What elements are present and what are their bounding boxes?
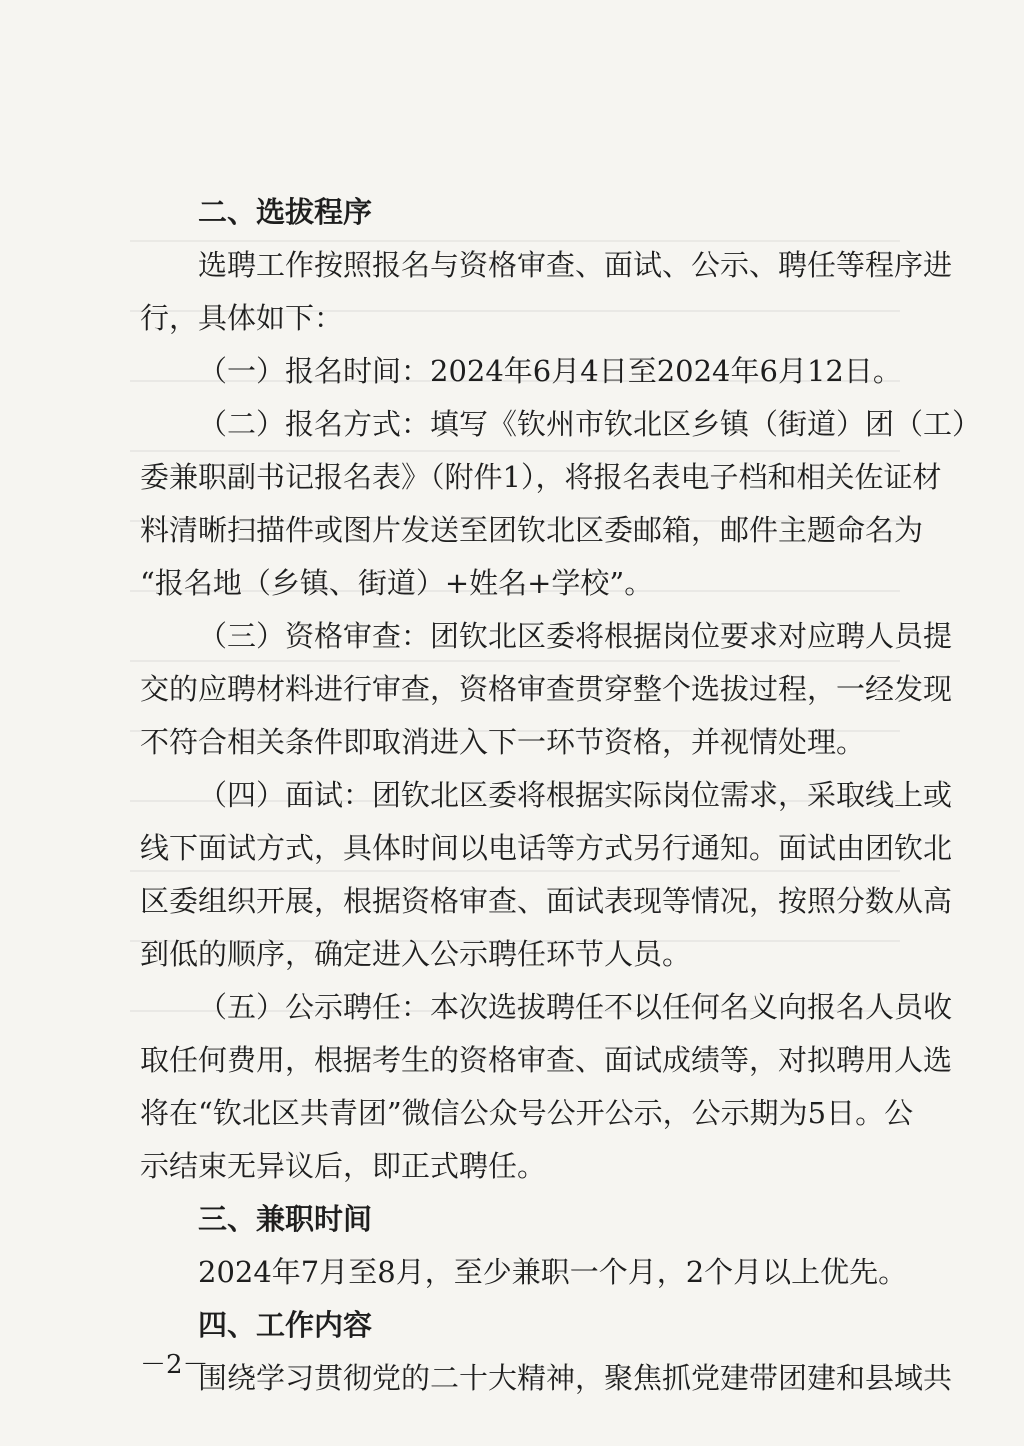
body-text-line: 到低的顺序，确定进入公示聘任环节人员。 xyxy=(140,937,692,971)
body-text-line: （二）报名方式：填写《钦州市钦北区乡镇（街道）团（工） xyxy=(198,407,982,441)
body-text-line: 2024年7月至8月，至少兼职一个月，2个月以上优先。 xyxy=(198,1255,908,1289)
body-text-line: （五）公示聘任：本次选拔聘任不以任何名义向报名人员收 xyxy=(198,990,953,1024)
section-heading: 四、工作内容 xyxy=(198,1308,373,1342)
body-text-line: “报名地（乡镇、街道）+姓名+学校”。 xyxy=(140,566,654,600)
body-text-line: 围绕学习贯彻党的二十大精神，聚焦抓党建带团建和县域共 xyxy=(198,1361,953,1395)
section-heading: 二、选拔程序 xyxy=(198,195,373,229)
body-text-line: 示结束无异议后，即正式聘任。 xyxy=(140,1149,547,1183)
body-text-line: 委兼职副书记报名表》（附件1），将报名表电子档和相关佐证材 xyxy=(140,460,942,494)
body-text-line: 料清晰扫描件或图片发送至团钦北区委邮箱，邮件主题命名为 xyxy=(140,513,924,547)
body-text-line: 交的应聘材料进行审查，资格审查贯穿整个选拔过程，一经发现 xyxy=(140,672,953,706)
body-text-line: 将在“钦北区共青团”微信公众号公开公示，公示期为5日。公 xyxy=(140,1096,914,1130)
page-number: －2－ xyxy=(140,1350,209,1380)
body-text-line: 线下面试方式，具体时间以电话等方式另行通知。面试由团钦北 xyxy=(140,831,953,865)
body-text-line: （一）报名时间：2024年6月4日至2024年6月12日。 xyxy=(198,354,902,388)
body-text-line: 区委组织开展，根据资格审查、面试表现等情况，按照分数从高 xyxy=(140,884,953,918)
body-text-line: （三）资格审查：团钦北区委将根据岗位要求对应聘人员提 xyxy=(198,619,953,653)
body-text-line: （四）面试：团钦北区委将根据实际岗位需求，采取线上或 xyxy=(198,778,953,812)
body-text-line: 不符合相关条件即取消进入下一环节资格，并视情处理。 xyxy=(140,725,866,759)
document-body xyxy=(140,186,982,1405)
body-text-line: 行，具体如下： xyxy=(140,301,344,335)
body-text-line: 选聘工作按照报名与资格审查、面试、公示、聘任等程序进 xyxy=(198,248,953,282)
section-heading: 三、兼职时间 xyxy=(198,1202,373,1236)
body-text-line: 取任何费用，根据考生的资格审查、面试成绩等，对拟聘用人选 xyxy=(140,1043,953,1077)
